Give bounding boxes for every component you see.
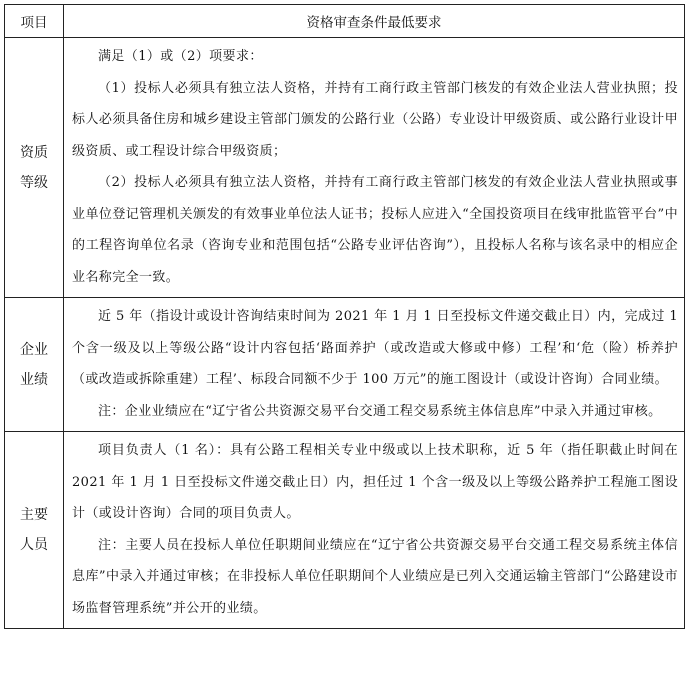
row-label-line: 人员	[20, 537, 48, 553]
header-item: 项目	[5, 5, 64, 38]
row-content	[64, 38, 685, 298]
row-content	[64, 432, 685, 629]
paragraph: （1）投标人必须具有独立法人资格，并持有工商行政主管部门核发的有效企业法人营业执照；投标人必须具备住房和城乡建设主管部门颁发的公路行业（公路）专业设计甲级资质、或公路行业设计甲级资质、或工程设计综合甲级资质；	[72, 80, 678, 159]
row-label-line: 资质	[20, 144, 48, 161]
row-label	[5, 432, 64, 629]
row-label-line: 企业	[20, 341, 48, 358]
row-label-line: 等级	[20, 174, 48, 191]
paragraph: （2）投标人必须具有独立法人资格，并持有工商行政主管部门核发的有效企业法人营业执照或事业单位登记管理机关颁发的有效事业单位法人证书；投标人应进入“全国投资项目在线审批监管平台”中的工程咨询单位名录（咨询专业和范围包括“公路专业评估咨询”），且投标人名称与该名录中的相应企业名称完全一致。	[72, 175, 678, 285]
table-row-personnel	[5, 432, 685, 629]
row-label-line: 主要	[20, 507, 48, 523]
row-label	[5, 298, 64, 432]
table-header-row	[5, 5, 685, 38]
paragraph: 注：企业业绩应在“辽宁省公共资源交易平台交通工程交易系统主体信息库”中录入并通过审核。	[98, 403, 662, 419]
document-page	[4, 4, 684, 684]
row-label	[5, 38, 64, 298]
row-label-line: 业绩	[20, 371, 48, 388]
paragraph: 注：主要人员在投标人单位任职期间业绩应在“辽宁省公共资源交易平台交通工程交易系统主体信息库”中录入并通过审核；在非投标人单位任职期间个人业绩应是已列入交通运输主管部门“公路建设市场监督管理系统”并公开的业绩。	[72, 537, 678, 616]
header-requirements: 资格审查条件最低要求	[64, 5, 685, 38]
row-content	[64, 298, 685, 432]
qualification-table	[4, 4, 685, 629]
table-row-performance	[5, 298, 685, 432]
paragraph: 项目负责人（1 名）：具有公路工程相关专业中级或以上技术职称，近 5 年（指任职截止时间在 2021 年 1 月 1 日至投标文件递交截止日）内，担任过 1 个含一级及以上等级公路养护工程施工图设计（或设计咨询）合同的项目负责人。	[72, 443, 678, 521]
table-row-qualification	[5, 38, 685, 298]
paragraph: 满足（1）或（2）项要求：	[98, 49, 263, 64]
paragraph: 近 5 年（指设计或设计咨询结束时间为 2021 年 1 月 1 日至投标文件递交截止日）内，完成过 1 个含一级及以上等级公路“设计内容包括‘路面养护（或改造或大修或中修）工程’和‘危（险）桥养护（或改造或拆除重建）工程’、标段合同额不少于 100 万元”的施工图设计（或设计咨询）合同业绩。	[72, 309, 678, 387]
